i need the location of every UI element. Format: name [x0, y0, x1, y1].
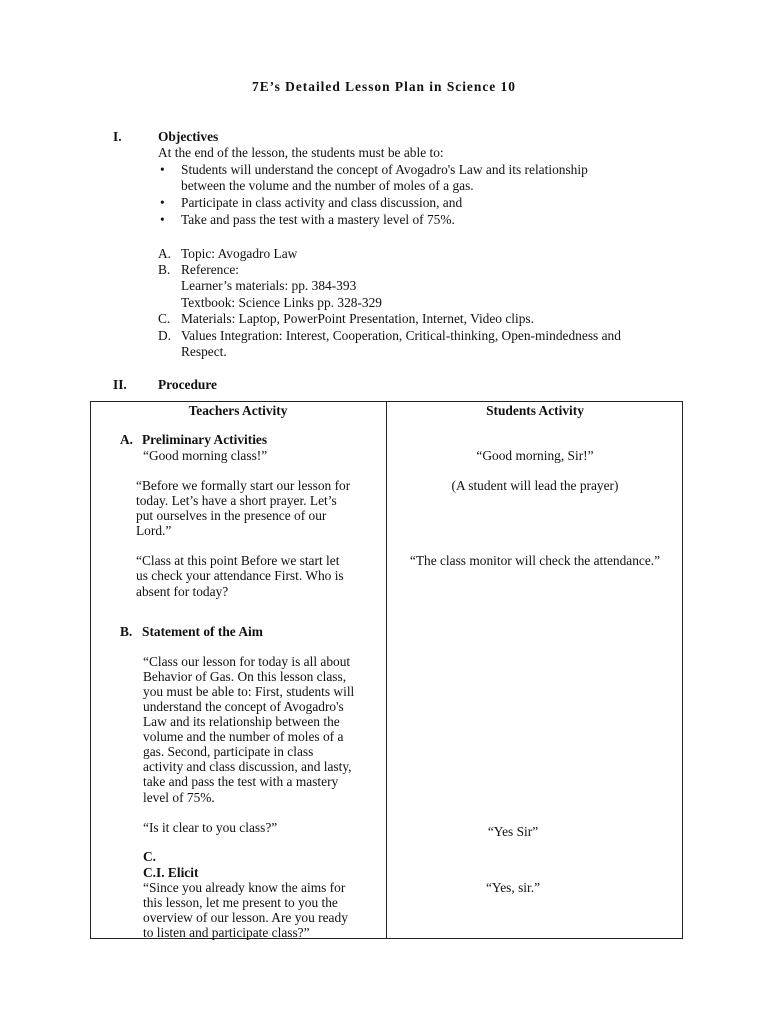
aim-line-6: volume and the number of moles of a: [143, 729, 344, 744]
aim-line-3: you must be able to: First, students will: [143, 684, 355, 699]
item-learners-materials: Learner’s materials: pp. 384-393: [181, 278, 357, 293]
procedure-heading: Procedure: [158, 377, 218, 392]
aim-line-1: “Class our lesson for today is all about: [143, 654, 351, 669]
item-reference: Reference:: [181, 262, 239, 277]
teachers-activity-header: Teachers Activity: [188, 403, 288, 418]
item-values: Values Integration: Interest, Cooperation, Critical-thinking, Open-mindedness and: [181, 328, 621, 343]
teacher-prayer-line-4: Lord.”: [136, 523, 172, 538]
elicit-line-3: overview of our lesson. Are you ready: [143, 910, 348, 925]
item-topic: Topic: Avogadro Law: [181, 246, 298, 261]
aim-line-10: level of 75%.: [143, 790, 215, 805]
teacher-attendance-line-2: us check your attendance First. Who is: [136, 568, 344, 583]
objectives-intro: At the end of the lesson, the students must be able to:: [158, 145, 444, 160]
aim-letter: B.: [120, 624, 133, 639]
item-letter-b: B.: [158, 262, 171, 277]
student-attendance: “The class monitor will check the attendance.”: [409, 553, 661, 568]
student-clear-response: “Yes Sir”: [487, 824, 539, 839]
aim-line-4: understand the concept of Avogadro's: [143, 699, 344, 714]
aim-line-7: gas. Second, participate in class: [143, 744, 314, 759]
bullet-icon: •: [160, 195, 165, 210]
item-materials: Materials: Laptop, PowerPoint Presentation, Internet, Video clips.: [181, 311, 534, 326]
teacher-attendance-line-3: absent for today?: [136, 584, 229, 599]
item-textbook: Textbook: Science Links pp. 328-329: [181, 295, 383, 310]
section-1-numeral: I.: [113, 129, 122, 144]
objective-bullet-3: Take and pass the test with a mastery level of 75%.: [181, 212, 455, 227]
section-2-numeral: II.: [113, 377, 127, 392]
teacher-prayer-line-1: “Before we formally start our lesson for: [136, 478, 351, 493]
teacher-prayer-line-2: today. Let’s have a short prayer. Let’s: [136, 493, 337, 508]
elicit-line-4: to listen and participate class?”: [143, 925, 310, 940]
elicit-line-2: this lesson, let me present to you the: [143, 895, 338, 910]
item-letter-d: D.: [158, 328, 172, 343]
students-activity-header: Students Activity: [486, 403, 584, 418]
student-greeting: “Good morning, Sir!”: [476, 448, 594, 463]
bullet-icon: •: [160, 212, 165, 227]
teacher-clear-question: “Is it clear to you class?”: [143, 820, 278, 835]
objectives-heading: Objectives: [158, 129, 219, 144]
c-letter: C.: [143, 849, 157, 864]
aim-line-9: take and pass the test with a mastery: [143, 774, 339, 789]
student-elicit-response: “Yes, sir.”: [485, 880, 541, 895]
bullet-icon: •: [160, 162, 165, 177]
aim-line-2: Behavior of Gas. On this lesson class,: [143, 669, 347, 684]
aim-heading: Statement of the Aim: [142, 624, 263, 639]
elicit-heading: C.I. Elicit: [143, 865, 199, 880]
objective-bullet-2: Participate in class activity and class discussion, and: [181, 195, 463, 210]
prelim-letter: A.: [120, 432, 134, 447]
item-values-cont: Respect.: [181, 344, 227, 359]
prelim-heading: Preliminary Activities: [142, 432, 268, 447]
objective-bullet-1: Students will understand the concept of Avogadro's Law and its relationship: [181, 162, 588, 177]
item-letter-a: A.: [158, 246, 172, 261]
objective-bullet-1-cont: between the volume and the number of moles of a gas.: [181, 178, 474, 193]
elicit-line-1: “Since you already know the aims for: [143, 880, 346, 895]
aim-line-8: activity and class discussion, and lasty,: [143, 759, 352, 774]
document-title: 7E’s Detailed Lesson Plan in Science 10: [252, 79, 516, 94]
aim-line-5: Law and its relationship between the: [143, 714, 340, 729]
item-letter-c: C.: [158, 311, 171, 326]
teacher-attendance-line-1: “Class at this point Before we start let: [136, 553, 340, 568]
student-prayer: (A student will lead the prayer): [451, 478, 619, 493]
teacher-greeting: “Good morning class!”: [143, 448, 268, 463]
teacher-prayer-line-3: put ourselves in the presence of our: [136, 508, 327, 523]
